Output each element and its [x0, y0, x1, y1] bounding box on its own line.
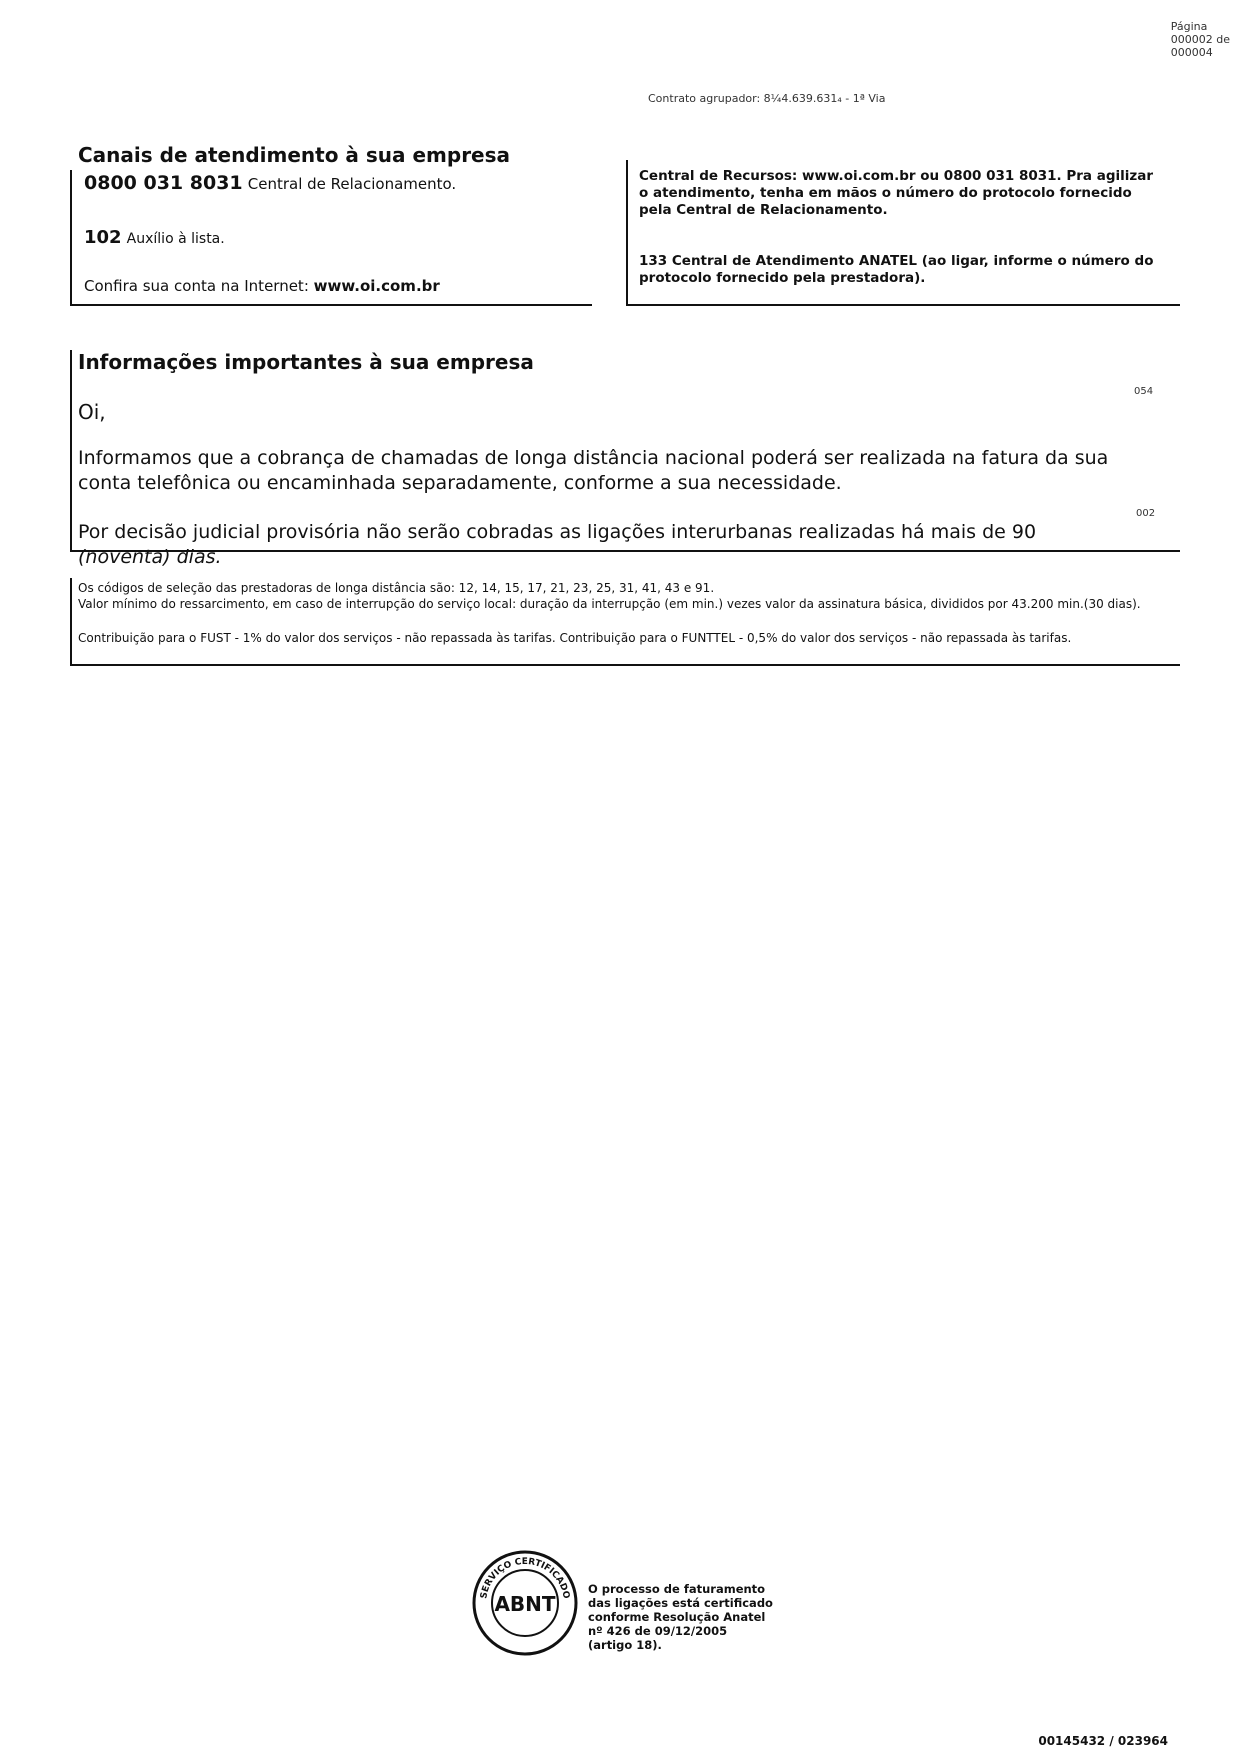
footer-document-code: 00145432 / 023964 [1038, 1734, 1168, 1748]
long-distance-paragraph: Informamos que a cobrança de chamadas de longa distância nacional poderá ser realizada na fatura da sua conta telefônica ou encaminhada separadamente, conforme a sua necessidade. [78, 447, 1109, 494]
carrier-codes-note: Os códigos de seleção das prestadoras de longa distância são: 12, 14, 15, 17, 21, 23, 25, 31, 41, 43 e 91. [78, 581, 715, 595]
certification-line-5: (artigo 18). [588, 1638, 662, 1652]
message-code-1: 054 [1134, 386, 1154, 397]
certification-line-1: O processo de faturamento [588, 1582, 766, 1596]
directory-assistance-line [84, 227, 225, 248]
seal-arc-text: SERVIÇO CERTIFICADO [479, 1556, 571, 1600]
directory-assistance-number: 102 [84, 227, 122, 248]
relationship-center-phone: 0800 031 8031 [84, 172, 243, 194]
service-channels-title: Canais de atendimento à sua empresa [78, 143, 511, 167]
resources-center-text: Central de Recursos: www.oi.com.br ou 0800 031 8031. Pra agilizar o atendimento, tenha em mãos o número do protocolo fornecido pela Central de Relacionamento. [639, 168, 1153, 218]
anatel-center-text: 133 Central de Atendimento ANATEL (ao ligar, informe o número do protocolo fornecido pela prestadora). [639, 253, 1154, 286]
page-total: 000004 [1170, 46, 1213, 59]
seal-logo-text: ABNT [494, 1592, 556, 1616]
refund-note: Valor mínimo do ressarcimento, em caso de interrupção do serviço local: duração da interrupção (em min.) vezes valor da assinatura básica, divididos por 43.200 min.(30 dias). [78, 597, 1141, 611]
relationship-center-line [84, 172, 456, 194]
page-label: Página [1170, 20, 1208, 33]
internet-label: Confira sua conta na Internet: [84, 277, 309, 295]
contract-number: Contrato agrupador: 8¼4.639.631₄ - 1ª Via [648, 92, 886, 105]
internet-url[interactable]: www.oi.com.br [313, 277, 440, 295]
judicial-decision-text: Por decisão judicial provisória não serão cobradas as ligações interurbanas realizadas há mais de 90 [78, 521, 1037, 543]
greeting: Oi, [78, 400, 106, 424]
certification-line-4: nº 426 de 09/12/2005 [588, 1624, 728, 1638]
internet-line [84, 277, 440, 295]
certification-line-3: conforme Resolução Anatel [588, 1610, 766, 1624]
abnt-certification-seal [470, 1548, 580, 1658]
contribution-note: Contribuição para o FUST - 1% do valor dos serviços - não repassada às tarifas. Contribuição para o FUNTTEL - 0,5% do valor dos serviços - não repassada às tarifas. [78, 631, 1072, 645]
message-code-2: 002 [1136, 508, 1156, 519]
important-info-title: Informações importantes à sua empresa [78, 350, 534, 374]
directory-assistance-desc: Auxílio à lista. [126, 231, 225, 247]
judicial-decision-italic: (noventa) dias. [78, 546, 222, 568]
relationship-center-desc: Central de Relacionamento. [247, 175, 457, 193]
certification-line-2: das ligações está certificado [588, 1596, 773, 1610]
page-indicator [1171, 20, 1230, 59]
certification-text [588, 1582, 773, 1652]
page-current: 000002 de [1170, 33, 1230, 46]
judicial-decision-paragraph [78, 520, 1118, 570]
